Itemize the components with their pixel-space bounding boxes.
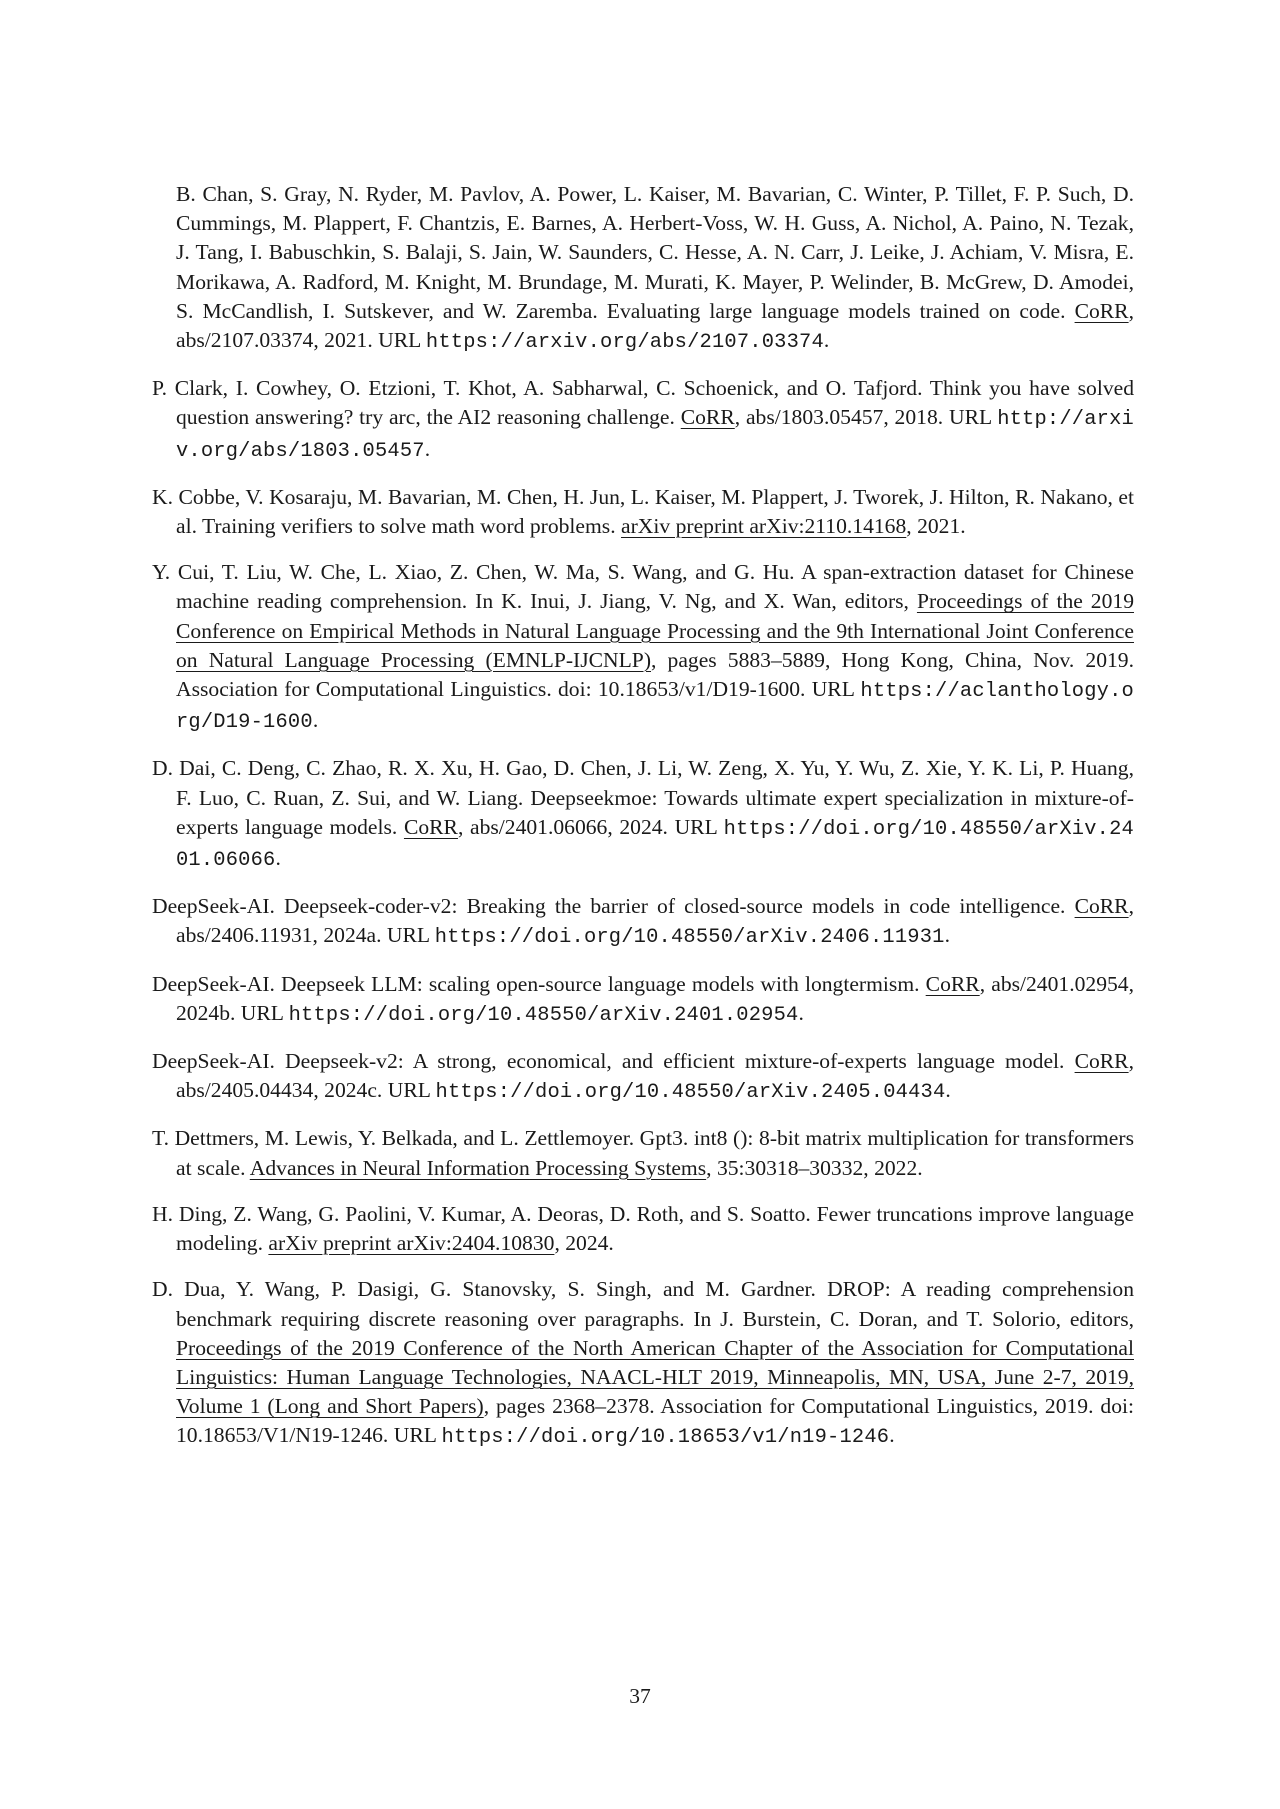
reference-venue[interactable]: CoRR [925,971,980,996]
reference-text: Y. Cui, T. Liu, W. Che, L. Xiao, Z. Chen, W. Ma, S. Wang, and G. Hu. A span-extraction dataset for Chinese machine reading comprehension. In K. Inui, J. Jiang, V. Ng, and X. Wan, editors, [152,560,1134,614]
reference-url[interactable]: https://doi.org/10.48550/arXiv.2401.02954 [288,1003,799,1027]
reference-details: , abs/2401.02954, 2024b. URL [176,971,1134,1025]
reference-details: , pages 5883–5889, Hong Kong, China, Nov. 2019. Association for Computational Linguistics. doi: 10.18653/v1/D19-1600. URL [176,647,1134,702]
reference-details: , pages 2368–2378. Association for Computational Linguistics, 2019. doi: 10.18653/V1/N19-1246. URL [176,1394,1135,1448]
reference-details: , abs/2401.06066, 2024. URL [457,814,724,839]
reference-text: DeepSeek-AI. Deepseek LLM: scaling open-source language models with longtermism. [152,971,926,996]
reference-venue[interactable]: CoRR [1074,1049,1129,1074]
reference-url[interactable]: https://doi.org/10.48550/arXiv.2406.11931 [434,926,945,950]
reference-end: . [424,436,431,461]
reference-text: DeepSeek-AI. Deepseek-v2: A strong, economical, and efficient mixture-of-experts language model. [152,1049,1075,1074]
reference-entry [152,1275,1134,1452]
reference-venue[interactable]: Advances in Neural Information Processing Systems [249,1155,707,1180]
reference-venue[interactable]: CoRR [1074,298,1129,323]
reference-text: T. Dettmers, M. Lewis, Y. Belkada, and L. Zettlemoyer. Gpt3. int8 (): 8-bit matrix multiplication for transformers at scale. [152,1126,1134,1180]
reference-text: DeepSeek-AI. Deepseek-coder-v2: Breaking the barrier of closed-source models in code intelligence. [152,894,1075,919]
reference-list [152,180,1134,1470]
reference-end: . [312,708,319,733]
reference-end: . [275,846,281,871]
reference-entry [152,1200,1134,1258]
reference-venue[interactable]: CoRR [1074,894,1129,919]
reference-entry [152,970,1134,1030]
reference-details: , abs/2405.04434, 2024c. URL [176,1049,1134,1103]
reference-venue[interactable]: CoRR [403,814,458,839]
reference-venue[interactable]: Proceedings of the 2019 Conference on Empirical Methods in Natural Language Processing and the 9th International Joint Conference on Natural Language Processing (EMNLP-IJCNLP) [176,589,1134,672]
reference-text: K. Cobbe, V. Kosaraju, M. Bavarian, M. Chen, H. Jun, L. Kaiser, M. Plappert, J. Tworek, J. Hilton, R. Nakano, et al. Training verifiers to solve math word problems. [152,484,1134,539]
reference-venue[interactable]: arXiv preprint arXiv:2404.10830 [268,1231,555,1256]
reference-end: . [798,1000,804,1025]
reference-end: . [944,923,951,948]
reference-details: , abs/2406.11931, 2024a. URL [176,894,1134,948]
reference-text: B. Chan, S. Gray, N. Ryder, M. Pavlov, A. Power, L. Kaiser, M. Bavarian, C. Winter, P. Tillet, F. P. Such, D. Cummings, M. Plappert, F. Chantzis, E. Barnes, A. Herbert-Voss, W. H. Guss, A. Nichol, A. Paino, N. Tezak, J. Tang, I. Babuschkin, S. Balaji, S. Jain, W. Saunders, C. Hesse, A. N. Carr, J. Leike, J. Achiam, V. Misra, E. Morikawa, A. Radford, M. Knight, M. Brundage, M. Murati, K. Mayer, P. Welinder, B. McGrew, D. Amodei, S. McCandlish, I. Sutskever, and W. Zaremba. Evaluating large language models trained on code. [176,182,1134,323]
reference-end: . [823,328,830,353]
reference-text: H. Ding, Z. Wang, G. Paolini, V. Kumar, A. Deoras, D. Roth, and S. Soatto. Fewer truncations improve language modeling. [152,1201,1134,1256]
reference-url[interactable]: https://doi.org/10.18653/v1/n19-1246 [441,1426,890,1450]
reference-details: , 2021. [906,514,966,539]
reference-entry [152,1047,1134,1107]
page-number: 37 [629,1684,651,1708]
reference-end: . [889,1423,895,1448]
reference-url[interactable]: https://doi.org/10.48550/arXiv.2401.06066 [176,817,1134,873]
reference-entry [152,1124,1134,1182]
reference-entry [152,754,1134,875]
reference-entry [152,180,1134,357]
reference-text: P. Clark, I. Cowhey, O. Etzioni, T. Khot, A. Sabharwal, C. Schoenick, and O. Tafjord. Think you have solved question answering? try arc, the AI2 reasoning challenge. [152,376,1134,430]
reference-text: D. Dai, C. Deng, C. Zhao, R. X. Xu, H. Gao, D. Chen, J. Li, W. Zeng, X. Yu, Y. Wu, Z. Xie, Y. K. Li, P. Huang, F. Luo, C. Ruan, Z. Sui, and W. Liang. Deepseekmoe: Towards ultimate expert specialization in mixture-of-experts language models. [152,756,1134,839]
reference-details: , 2024. [554,1231,614,1256]
reference-entry [152,483,1134,541]
reference-venue[interactable]: Proceedings of the 2019 Conference of the North American Chapter of the Association for Computational Linguistics: Human Language Technologies, NAACL-HLT 2019, Minneapolis, MN, USA, June 2-7, 2019, Volume 1 (Long and Short Papers) [176,1335,1134,1419]
reference-details: , abs/2107.03374, 2021. URL [176,298,1134,353]
reference-venue[interactable]: arXiv preprint arXiv:2110.14168 [621,514,907,539]
reference-text: D. Dua, Y. Wang, P. Dasigi, G. Stanovsky, S. Singh, and M. Gardner. DROP: A reading comprehension benchmark requiring discrete reasoning over paragraphs. In J. Burstein, C. Doran, and T. Solorio, editors, [152,1277,1134,1331]
reference-url[interactable]: https://arxiv.org/abs/2107.03374 [425,331,824,355]
reference-url[interactable]: https://aclanthology.org/D19-1600 [176,680,1134,735]
reference-entry [152,892,1134,952]
reference-details: , abs/1803.05457, 2018. URL [734,405,998,430]
reference-entry [152,558,1134,737]
reference-details: , 35:30318–30332, 2022. [706,1155,923,1180]
reference-venue[interactable]: CoRR [680,405,735,430]
reference-url[interactable]: https://doi.org/10.48550/arXiv.2405.04434 [435,1081,946,1105]
reference-end: . [945,1078,951,1103]
reference-entry [152,374,1134,466]
reference-url[interactable]: http://arxiv.org/abs/1803.05457 [176,408,1134,463]
